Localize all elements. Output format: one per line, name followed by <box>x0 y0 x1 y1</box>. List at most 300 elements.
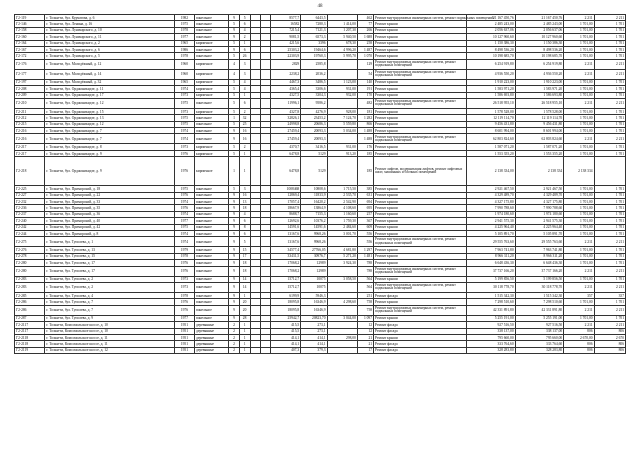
entrances-cell: 6 <box>239 21 250 27</box>
living-area-cell: 13864,9 <box>301 205 327 211</box>
total-area-cell: 33431,5 <box>270 253 300 259</box>
year-cell: 1974 <box>174 128 194 134</box>
living-area-cell: 12989 <box>301 260 327 266</box>
address-cell: г. Тольятти, бул. Приморский, д. 22 <box>45 192 174 198</box>
row-id-cell: Г2-208 <box>15 86 45 92</box>
year-cell: 1975 <box>174 224 194 230</box>
floors-cell: 2 <box>229 328 239 334</box>
residents-cell: 788 <box>357 266 373 276</box>
total-area-cell: 415,5 <box>270 322 300 328</box>
living-area-cell: 27766,05 <box>301 247 327 253</box>
wall-material-cell: панельное <box>195 121 229 127</box>
total-area-cell: 25942,7 <box>270 315 300 321</box>
roof-area-cell: 1 207,30 <box>327 27 357 33</box>
address-cell: г. Тольятти, бул. Луначарского, д. 10 <box>45 27 174 33</box>
roof-area-cell: 3 924,30 <box>327 260 357 266</box>
entrances-cell: 20 <box>239 299 250 305</box>
residents-cell: 1 481 <box>357 253 373 259</box>
entrances-cell: 16 <box>239 134 250 144</box>
cost-cell: 2 485 243,00 <box>467 21 516 27</box>
address-cell: г. Тольятти, бул. Туполева, д. 17 <box>45 266 174 276</box>
unit-price-cell: 2 670,00 <box>564 334 594 340</box>
residents-cell: 758 <box>357 299 373 305</box>
cost-cell: 37 737 166,20 <box>467 266 516 276</box>
max-price-cell: 1 701 <box>594 186 625 192</box>
cost-cell: 42 331 891,80 <box>467 305 516 315</box>
floors-cell: 4 <box>229 69 239 79</box>
roof-area-cell <box>327 282 357 292</box>
unit-price-cell: 1 701,00 <box>564 205 594 211</box>
max-price-cell: 1 701 <box>594 315 625 321</box>
work-type-cell: Ремонт фасада <box>374 341 467 347</box>
row-id-cell: Г2-2119 <box>15 347 45 353</box>
max-price-cell: 2 670 <box>594 334 625 340</box>
register-table-container <box>14 14 626 354</box>
row-id-cell: Г2-244 <box>15 230 45 236</box>
max-price-cell: 2 211 <box>594 266 625 276</box>
max-price-cell: 2 211 <box>594 98 625 108</box>
residents-cell: 1 488 <box>357 134 373 144</box>
roof-area-cell <box>327 347 357 353</box>
residents-cell: 1 688 <box>357 34 373 40</box>
wall-material-cell: деревянные <box>195 328 229 334</box>
max-price-cell: 2 211 <box>594 69 625 79</box>
row-id-cell: Г2-2118 <box>15 334 45 340</box>
year-cell: 1951 <box>174 347 194 353</box>
wall-material-cell: панельное <box>195 260 229 266</box>
address-cell: г. Тольятти, Комсомольское шоссе, д. 10 <box>45 328 174 334</box>
year-cell: 1976 <box>174 305 194 315</box>
total-area-cell: 9081,5 <box>270 34 300 40</box>
roof-area-cell: 4 996,20 <box>327 46 357 52</box>
row-id-cell: Г2-236 <box>15 205 45 211</box>
year-cell: 1951 <box>174 328 194 334</box>
residents-cell: 1 282 <box>357 115 373 121</box>
roof-area-cell: 3 044,00 <box>327 315 357 321</box>
entrances-cell: 4 <box>239 27 250 33</box>
living-area-cell: 2585,8 <box>301 59 327 69</box>
work-type-cell: Ремонт внутридомовых инженерных систем, ремонт подвальных помещений <box>374 134 467 144</box>
floors-cell: 1 <box>229 157 239 186</box>
cost-cell: 8 966 311,20 <box>467 253 516 259</box>
max-price-cell: 1 701 <box>594 92 625 98</box>
work-type-cell: Ремонт крыши <box>374 315 467 321</box>
year-cell: 1976 <box>174 260 194 266</box>
row-id-cell: Г2-237 <box>15 211 45 217</box>
total-area-cell: 18667,9 <box>270 205 300 211</box>
unit-price-cell: 1 701,00 <box>564 260 594 266</box>
floors-cell: 9 <box>229 46 239 52</box>
roof-area-cell <box>327 266 357 276</box>
max-price-cell: 806 <box>594 328 625 334</box>
work-type-cell: Ремонт крыши <box>374 260 467 266</box>
row-id-cell: Г2-211 <box>15 108 45 114</box>
cost-total-cell: 1 515 342,30 <box>515 292 564 298</box>
total-area-cell: 6199,9 <box>270 292 300 298</box>
address-cell: г. Тольятти, бул. Приморский, д. 40 <box>45 218 174 224</box>
work-type-cell: Ремонт крыши <box>374 276 467 282</box>
residents-cell: 185 <box>357 157 373 186</box>
max-price-cell: 1 701 <box>594 115 625 121</box>
residents-cell: 1 297 <box>357 247 373 253</box>
roof-area-cell: 5 940,50 <box>327 34 357 40</box>
year-cell: 1973 <box>174 282 194 292</box>
total-area-cell: 17057,4 <box>270 199 300 205</box>
total-area-cell: 14591,6 <box>270 224 300 230</box>
entrances-cell: 6 <box>239 230 250 236</box>
roof-area-cell: 678,30 <box>327 40 357 46</box>
table-row <box>15 266 626 276</box>
max-price-cell: 2 211 <box>594 322 625 328</box>
work-type-cell: Ремонт внутридомовых инженерных систем, ремонт подвальных помещений <box>375 15 494 20</box>
work-type-cell: Ремонт крыши <box>374 27 467 33</box>
cost-cell: 1 553 355,20 <box>467 150 516 156</box>
unit-price-cell: 2 211 <box>564 266 594 276</box>
unit-price-cell: 1 701,00 <box>564 224 594 230</box>
entrances-cell: 13 <box>239 199 250 205</box>
total-area-cell: 27459,4 <box>270 134 300 144</box>
max-price-cell: 1 701 <box>594 121 625 127</box>
residents-cell: 694 <box>357 199 373 205</box>
max-price-cell: 1 701 <box>594 205 625 211</box>
unit-price-cell: 806 <box>564 328 594 334</box>
living-area-cell: 5129 <box>301 150 327 156</box>
blank-cell <box>260 69 270 79</box>
cost-cell: 5 255 191,00 <box>467 315 516 321</box>
residents-cell: 191 <box>357 86 373 92</box>
floors-cell: 9 <box>229 237 239 247</box>
total-area-cell: 407,3 <box>270 347 300 353</box>
roof-area-cell: 913,20 <box>327 150 357 156</box>
cost-total-cell: 10 198 685,70 <box>515 53 564 59</box>
floors-cell: 5 <box>229 108 239 114</box>
entrances-cell: 1 <box>239 322 250 328</box>
row-id-cell: Г2-283 <box>15 282 45 292</box>
unit-price-cell: 1 701,00 <box>564 186 594 192</box>
year-cell: 1976 <box>174 157 194 186</box>
floors-cell: 9 <box>229 230 239 236</box>
row-id-cell: Г2-2117 <box>15 322 45 328</box>
table-row <box>15 305 626 315</box>
blank-cell <box>250 134 260 144</box>
address-cell: г. Тольятти, бул. Туполева, д. 7 <box>45 305 174 315</box>
blank-cell <box>260 266 270 276</box>
living-area-cell: 6443,5 <box>301 15 327 21</box>
address-cell: г. Тольятти, бул. Молодёжный, д. 32 <box>45 79 174 85</box>
roof-area-cell <box>327 305 357 315</box>
cost-cell: 26 518 955,10 <box>467 98 516 108</box>
floors-cell: 9 <box>229 299 239 305</box>
work-type-cell: Ремонт внутридомовых инженерных систем, ремонт подвальных помещений <box>374 237 467 247</box>
row-id-cell: Г2-210 <box>15 98 45 108</box>
unit-price-cell: 2 211 <box>564 98 594 108</box>
cost-cell: 6 254 919,80 <box>467 59 516 69</box>
year-cell: 1973 <box>174 144 194 150</box>
row-id-cell: Г2-232 <box>15 199 45 205</box>
unit-price-cell: 1 701,00 <box>564 299 594 305</box>
address-cell: г. Тольятти, бул. Туполева, д. 13 <box>45 247 174 253</box>
year-cell: 1974 <box>174 199 194 205</box>
entrances-cell: 18 <box>239 205 250 211</box>
residents-cell: 181 <box>357 108 373 114</box>
blank-cell <box>250 347 260 353</box>
cost-cell: 1 587 071,20 <box>467 144 516 150</box>
wall-material-cell: кирпичное <box>195 40 229 46</box>
residents-cell: 1 070 <box>357 53 373 59</box>
residents-cell: 482 <box>357 98 373 108</box>
unit-price-cell: 1 701,00 <box>564 218 594 224</box>
total-area-cell: 13167,6 <box>270 237 300 247</box>
work-type-cell: Ремонт крыши <box>374 40 467 46</box>
unit-price-cell: 1 701,00 <box>564 253 594 259</box>
floors-cell: 5 <box>229 79 239 85</box>
address-cell: г. Тольятти, бул. Молодёжный, д. 12 <box>45 59 174 69</box>
wall-material-cell: панельное <box>195 299 229 305</box>
unit-price-cell: 806 <box>564 341 594 347</box>
living-area-cell: 273,1 <box>301 322 327 328</box>
year-cell: 1975 <box>174 121 194 127</box>
table-row <box>15 69 626 79</box>
row-id-cell: Г2-209 <box>15 92 45 98</box>
address-cell: г. Тольятти, бул. Орджоникидзе, д. 13 <box>45 115 174 121</box>
total-area-cell: 22303,9 <box>270 53 300 59</box>
entrances-cell: 3 <box>239 59 250 69</box>
work-type-cell: Ремонт внутридомовых инженерных систем, ремонт подвальных помещений <box>374 59 467 69</box>
unit-price-cell: 2 211 <box>564 305 594 315</box>
floors-cell: 9 <box>229 276 239 282</box>
cost-cell: 62 803 824,60 <box>467 134 516 144</box>
blank-cell <box>250 266 260 276</box>
unit-price-cell: 1 701,00 <box>564 108 594 114</box>
year-cell: 1974 <box>174 230 194 236</box>
residents-cell: 17 <box>357 347 373 353</box>
cost-total-cell: 8 601 994,00 <box>515 128 564 134</box>
total-area-cell: 6478,8 <box>270 157 300 186</box>
wall-material-cell: панельное <box>195 27 229 33</box>
cost-cell: 2 138 334,00 <box>467 157 516 186</box>
address-cell: г. Тольятти, бул. Орджоникидзе, д. 7 <box>45 128 174 134</box>
address-cell: г. Тольятти, бул. Курчатова, д. 6 <box>45 15 174 21</box>
residents-cell: 564 <box>357 282 373 292</box>
residents-cell: 12 <box>357 322 373 328</box>
cost-total-cell: 30 118 778,70 <box>515 282 564 292</box>
entrances-cell: 2 <box>239 34 250 40</box>
floors-cell: 5 <box>229 53 239 59</box>
page-number: 48 <box>317 4 323 9</box>
blank-cell <box>250 69 260 79</box>
address-cell: г. Тольятти, бул. Туполева, д. 2 <box>45 282 174 292</box>
cost-cell: 1 586 693,80 <box>467 92 516 98</box>
cost-total-cell: 42 331 891,80 <box>515 305 564 315</box>
max-price-cell: 1 701 <box>594 224 625 230</box>
floors-cell: 9 <box>229 253 239 259</box>
blank-cell <box>260 59 270 69</box>
max-price-cell: 2 211 <box>594 237 625 247</box>
living-area-cell: 273,1 <box>301 328 327 334</box>
year-cell: 1960 <box>174 59 194 69</box>
blank-cell <box>250 157 260 186</box>
cost-cell: 5 105 891,70 <box>467 230 516 236</box>
row-id-cell: Г2-280 <box>15 260 45 266</box>
floors-cell: 1 <box>229 115 239 121</box>
wall-material-cell: кирпичное <box>195 86 229 92</box>
row-id-cell: Г2-212 <box>15 115 45 121</box>
max-price-cell: 1 701 <box>594 150 625 156</box>
roof-area-cell: 5 559,80 <box>327 121 357 127</box>
table-row <box>15 157 626 186</box>
wall-material-cell: панельное <box>195 15 229 21</box>
cost-total-cell: 2 056 637,06 <box>515 27 564 33</box>
address-cell: г. Тольятти, бул. Туполева, д. 7 <box>45 299 174 305</box>
cost-cell: 2 941 575,30 <box>467 218 516 224</box>
total-area-cell: 2238,2 <box>270 69 300 79</box>
cost-cell: 4 327 175,80 <box>467 199 516 205</box>
max-price-cell: 2 211 <box>594 15 625 21</box>
blank-cell <box>250 305 260 315</box>
address-cell: г. Тольятти, бул. Орджоникидзе, д. 11 <box>45 86 174 92</box>
living-area-cell: 16346,9 <box>301 299 327 305</box>
living-area-cell: 9586,2 <box>301 98 327 108</box>
total-area-cell: 17068,2 <box>270 266 300 276</box>
blank-cell <box>250 282 260 292</box>
living-area-cell: 3396 <box>301 40 327 46</box>
wall-material-cell: панельное <box>195 21 229 27</box>
cost-total-cell: 4 327 175,80 <box>515 199 564 205</box>
work-type-cell: Ремонт внутридомовых инженерных систем, ремонт подвальных помещений <box>374 98 467 108</box>
year-cell: 1976 <box>174 150 194 156</box>
wall-material-cell: кирпичное <box>195 150 229 156</box>
year-cell: 1979 <box>174 247 194 253</box>
total-area-cell: 15712,7 <box>270 276 300 282</box>
work-type-cell: Ремонт крыши <box>374 108 467 114</box>
year-cell: 1977 <box>174 315 194 321</box>
entrances-cell: 5 <box>239 237 250 247</box>
year-cell: 1965 <box>174 79 194 85</box>
residents-cell: 564 <box>357 276 373 282</box>
unit-price-cell: 357 <box>564 292 594 298</box>
wall-material-cell: кирпичное <box>195 144 229 150</box>
living-area-cell: 10376,2 <box>301 218 327 224</box>
work-type-cell: Ремонт крыши <box>374 92 467 98</box>
floors-cell: 5 <box>229 86 239 92</box>
living-area-cell: 10808,6 <box>301 186 327 192</box>
residents-cell: 556 <box>357 237 373 247</box>
total-area-cell: 4370,7 <box>270 144 300 150</box>
address-cell: г. Тольятти, Комсомольское шоссе, д. 11 <box>45 341 174 347</box>
year-cell: 1977 <box>174 218 194 224</box>
cost-cell: 1 150 386,30 <box>467 40 516 46</box>
work-type-cell: Ремонт крыши <box>374 34 467 40</box>
year-cell: 1975 <box>174 186 194 192</box>
row-id-cell: Г2-2118 <box>15 341 45 347</box>
entrances-cell: 14 <box>239 276 250 282</box>
residents-cell: 12 <box>357 328 373 334</box>
year-cell: 1973 <box>174 108 194 114</box>
floors-cell: 2 <box>229 334 239 340</box>
year-cell: 1976 <box>174 192 194 198</box>
floors-cell: 4 <box>229 59 239 69</box>
floors-cell: 9 <box>229 15 239 21</box>
work-type-cell: Ремонт крыши <box>374 21 467 27</box>
unit-price-cell: 1 701,00 <box>564 150 594 156</box>
cost-total-cell: 1 586 693,80 <box>515 92 564 98</box>
address-cell: г. Тольятти, бул. Луначарского, д. 2 <box>45 40 174 46</box>
row-id-cell: Г2-227 <box>15 192 45 198</box>
total-area-cell: 2829 <box>270 59 300 69</box>
row-id-cell: Г2-242 <box>15 224 45 230</box>
total-area-cell: 12869,4 <box>270 192 300 198</box>
year-cell: 1976 <box>174 299 194 305</box>
max-price-cell: 1 701 <box>594 218 625 224</box>
residents-cell: 170 <box>357 92 373 98</box>
table-row <box>15 347 626 353</box>
cost-total-cell: 1 587 071,20 <box>515 144 564 150</box>
work-type-cell: Ремонт крыши <box>374 186 467 192</box>
unit-price-cell: 2 211 <box>564 282 594 292</box>
address-cell: г. Тольятти, бул. Луначарского, д. 5 <box>45 53 174 59</box>
unit-price-cell: 1 701,00 <box>564 27 594 33</box>
cost-total-cell: 1 583 971,20 <box>515 86 564 92</box>
blank-cell <box>250 98 260 108</box>
total-area-cell: 11996,1 <box>270 98 300 108</box>
address-cell: г. Тольятти, бул. Приморский, д. 33 <box>45 199 174 205</box>
total-area-cell: 27459,4 <box>270 128 300 134</box>
wall-material-cell: панельное <box>195 237 229 247</box>
row-id-cell: Г2-280 <box>15 266 45 276</box>
living-area-cell: 9968,26 <box>301 237 327 247</box>
address-cell: г. Тольятти, бул. Орджоникидзе, д. 9 <box>45 150 174 156</box>
wall-material-cell: панельное <box>195 53 229 59</box>
cost-cell: 8 498 536,20 <box>467 46 516 52</box>
cost-total-cell: 7 990 788,60 <box>515 205 564 211</box>
max-price-cell: 1 701 <box>594 199 625 205</box>
work-type-cell: Ремонт внутридомовых инженерных систем, ремонт подвальных помещений <box>374 282 467 292</box>
residents-cell: 176 <box>357 144 373 150</box>
living-area-cell: 12989 <box>301 266 327 276</box>
wall-material-cell: панельное <box>195 128 229 134</box>
cost-cell: 795 660,00 <box>467 334 516 340</box>
max-price-cell: 2 211 <box>594 305 625 315</box>
residents-cell: 866 <box>357 121 373 127</box>
work-type-cell: Ремонт крыши <box>374 128 467 134</box>
address-cell: г. Тольятти, бул. Орджоникидзе, д. 12 <box>45 121 174 127</box>
year-cell: 1951 <box>174 322 194 328</box>
cost-total-cell: 338 137,00 <box>515 328 564 334</box>
living-area-cell: 7280,3 <box>301 21 327 27</box>
wall-material-cell: панельное <box>195 205 229 211</box>
wall-material-cell: панельное <box>195 315 229 321</box>
max-price-cell: 1 701 <box>594 192 625 198</box>
entrances-cell: 1 <box>239 334 250 340</box>
roof-area-cell: 298,00 <box>327 334 357 340</box>
row-id-cell: Г2-2117 <box>15 328 45 334</box>
floors-cell: 9 <box>229 305 239 315</box>
roof-area-cell: 932,00 <box>327 92 357 98</box>
cost-cell: 6 648 436,30 <box>467 260 516 266</box>
work-type-cell: Ремонт крыши <box>374 150 467 156</box>
address-cell: г. Тольятти, Комсомольское шоссе, д. 12 <box>45 347 174 353</box>
year-cell: 1978 <box>174 253 194 259</box>
entrances-cell: 4 <box>239 86 250 92</box>
wall-material-cell: кирпичное <box>195 157 229 186</box>
total-area-cell: 18095,8 <box>270 299 300 305</box>
cost-total-cell: 9 456 431,80 <box>515 121 564 127</box>
row-id-cell: Г2-218 <box>15 157 45 186</box>
entrances-cell: 15 <box>239 247 250 253</box>
roof-area-cell: 1 123,00 <box>327 79 357 85</box>
cost-cell: 9 456 431,80 <box>467 121 516 127</box>
year-cell: 1973 <box>174 276 194 282</box>
